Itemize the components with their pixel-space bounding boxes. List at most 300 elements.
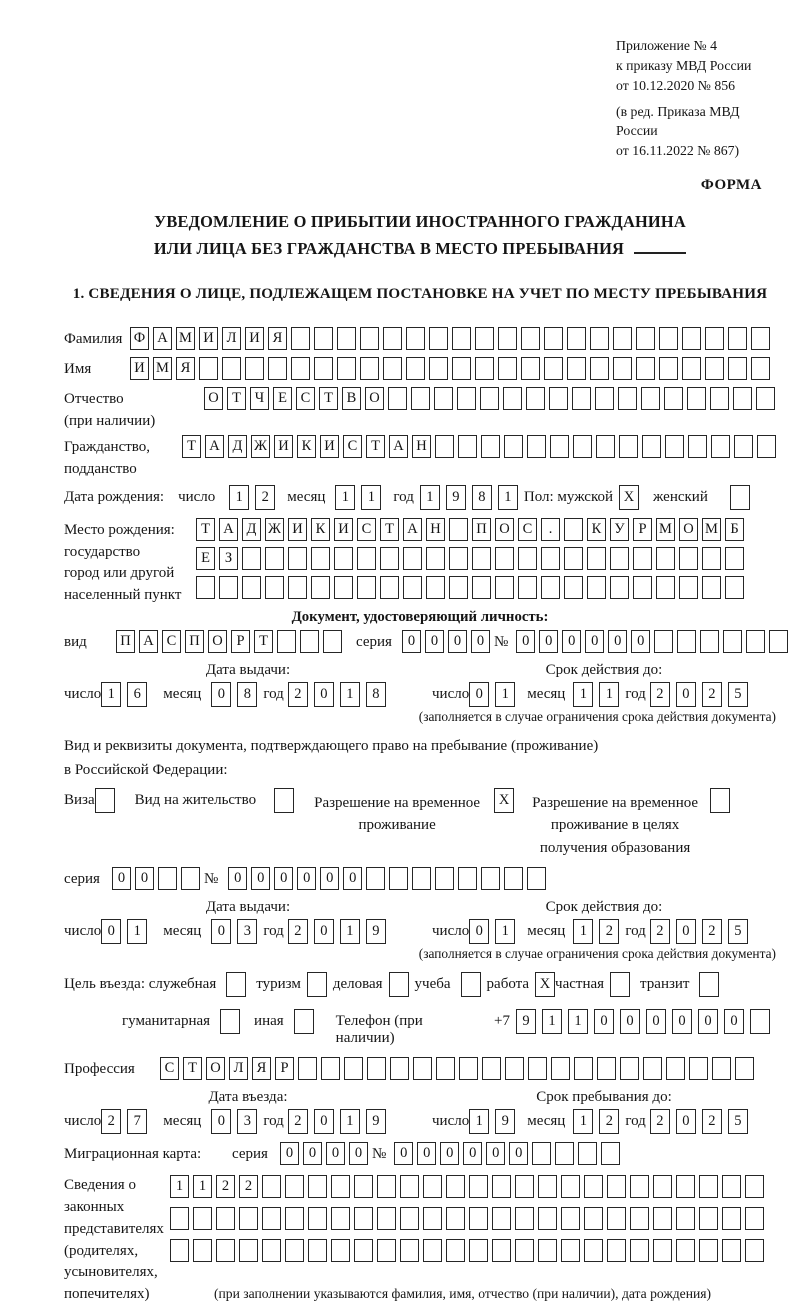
char-box[interactable]: 3 — [237, 1109, 257, 1134]
char-box[interactable] — [527, 867, 546, 890]
char-box[interactable] — [300, 630, 319, 653]
char-box[interactable] — [687, 387, 706, 410]
char-box[interactable] — [532, 1142, 551, 1165]
char-box[interactable] — [505, 1057, 524, 1080]
char-box[interactable] — [504, 867, 523, 890]
char-box[interactable] — [423, 1207, 442, 1230]
char-box[interactable]: 0 — [562, 630, 581, 653]
char-box[interactable] — [590, 327, 609, 350]
char-box[interactable]: 0 — [314, 682, 334, 707]
char-box[interactable]: Л — [222, 327, 241, 350]
char-box[interactable] — [619, 435, 638, 458]
char-box[interactable] — [610, 576, 629, 599]
char-box[interactable] — [492, 1175, 511, 1198]
char-box[interactable]: С — [343, 435, 362, 458]
char-box[interactable] — [561, 1207, 580, 1230]
char-box[interactable] — [400, 1239, 419, 1262]
char-box[interactable] — [323, 630, 342, 653]
char-box[interactable] — [469, 1239, 488, 1262]
char-box[interactable] — [521, 327, 540, 350]
char-box[interactable]: 5 — [728, 1109, 748, 1134]
char-box[interactable] — [449, 547, 468, 570]
char-box[interactable] — [587, 547, 606, 570]
char-box[interactable]: 1 — [193, 1175, 212, 1198]
char-box[interactable]: Т — [183, 1057, 202, 1080]
char-box[interactable]: 2 — [101, 1109, 121, 1134]
char-box[interactable]: К — [587, 518, 606, 541]
tourism-checkbox-cell[interactable] — [307, 972, 327, 997]
char-box[interactable] — [452, 327, 471, 350]
char-box[interactable]: 2 — [650, 1109, 670, 1134]
female-checkbox-cell[interactable] — [730, 485, 750, 510]
char-box[interactable] — [495, 576, 514, 599]
char-box[interactable] — [498, 357, 517, 380]
char-box[interactable]: 9 — [366, 919, 386, 944]
char-box[interactable]: Я — [268, 327, 287, 350]
work-checkbox-cell[interactable]: X — [535, 972, 555, 997]
char-box[interactable]: 0 — [471, 630, 490, 653]
char-box[interactable]: П — [472, 518, 491, 541]
char-box[interactable]: А — [153, 327, 172, 350]
char-box[interactable]: 0 — [594, 1009, 614, 1034]
char-box[interactable] — [331, 1175, 350, 1198]
char-box[interactable]: Б — [725, 518, 744, 541]
char-box[interactable] — [722, 1207, 741, 1230]
char-box[interactable] — [222, 357, 241, 380]
char-box[interactable] — [239, 1239, 258, 1262]
char-box[interactable] — [676, 1175, 695, 1198]
char-box[interactable]: 0 — [349, 1142, 368, 1165]
char-box[interactable]: И — [130, 357, 149, 380]
char-box[interactable]: 1 — [340, 1109, 360, 1134]
char-box[interactable] — [449, 518, 468, 541]
char-box[interactable]: 1 — [599, 682, 619, 707]
char-box[interactable] — [728, 357, 747, 380]
char-box[interactable] — [480, 387, 499, 410]
char-box[interactable]: 0 — [631, 630, 650, 653]
char-box[interactable] — [475, 357, 494, 380]
char-box[interactable] — [682, 327, 701, 350]
char-box[interactable] — [745, 1175, 764, 1198]
char-box[interactable]: Ф — [130, 327, 149, 350]
char-box[interactable] — [518, 547, 537, 570]
char-box[interactable]: 0 — [509, 1142, 528, 1165]
char-box[interactable] — [564, 576, 583, 599]
char-box[interactable] — [564, 518, 583, 541]
char-box[interactable]: И — [274, 435, 293, 458]
char-box[interactable] — [285, 1239, 304, 1262]
char-box[interactable] — [360, 327, 379, 350]
char-box[interactable]: 8 — [472, 485, 492, 510]
char-box[interactable] — [528, 1057, 547, 1080]
char-box[interactable]: 1 — [170, 1175, 189, 1198]
char-box[interactable] — [436, 1057, 455, 1080]
char-box[interactable] — [745, 1207, 764, 1230]
char-box[interactable] — [193, 1207, 212, 1230]
char-box[interactable]: М — [153, 357, 172, 380]
char-box[interactable]: 0 — [440, 1142, 459, 1165]
char-box[interactable] — [630, 1207, 649, 1230]
char-box[interactable]: 2 — [702, 1109, 722, 1134]
char-box[interactable]: Д — [242, 518, 261, 541]
char-box[interactable] — [383, 357, 402, 380]
char-box[interactable]: . — [541, 518, 560, 541]
char-box[interactable] — [610, 547, 629, 570]
char-box[interactable] — [495, 547, 514, 570]
char-box[interactable]: Т — [380, 518, 399, 541]
char-box[interactable]: Р — [275, 1057, 294, 1080]
char-box[interactable]: 0 — [228, 867, 247, 890]
char-box[interactable] — [199, 357, 218, 380]
char-box[interactable]: 2 — [216, 1175, 235, 1198]
char-box[interactable] — [314, 327, 333, 350]
char-box[interactable]: О — [365, 387, 384, 410]
char-box[interactable] — [406, 357, 425, 380]
humanitarian-checkbox-cell[interactable] — [220, 1009, 240, 1034]
char-box[interactable]: 0 — [326, 1142, 345, 1165]
char-box[interactable] — [337, 357, 356, 380]
char-box[interactable]: 0 — [417, 1142, 436, 1165]
char-box[interactable] — [526, 387, 545, 410]
char-box[interactable]: Н — [412, 435, 431, 458]
char-box[interactable]: И — [320, 435, 339, 458]
char-box[interactable]: О — [208, 630, 227, 653]
char-box[interactable] — [590, 357, 609, 380]
char-box[interactable]: 0 — [425, 630, 444, 653]
char-box[interactable]: 0 — [608, 630, 627, 653]
char-box[interactable]: 1 — [469, 1109, 489, 1134]
char-box[interactable] — [458, 435, 477, 458]
char-box[interactable] — [268, 357, 287, 380]
char-box[interactable] — [354, 1207, 373, 1230]
char-box[interactable] — [613, 327, 632, 350]
char-box[interactable] — [469, 1207, 488, 1230]
char-box[interactable] — [216, 1207, 235, 1230]
char-box[interactable]: 0 — [343, 867, 362, 890]
char-box[interactable]: 0 — [314, 919, 334, 944]
char-box[interactable] — [515, 1175, 534, 1198]
char-box[interactable]: 0 — [469, 682, 489, 707]
char-box[interactable]: 0 — [297, 867, 316, 890]
char-box[interactable]: А — [219, 518, 238, 541]
char-box[interactable] — [337, 327, 356, 350]
char-box[interactable] — [561, 1175, 580, 1198]
char-box[interactable]: 2 — [239, 1175, 258, 1198]
char-box[interactable] — [331, 1207, 350, 1230]
char-box[interactable] — [745, 1239, 764, 1262]
char-box[interactable] — [354, 1239, 373, 1262]
char-box[interactable] — [689, 1057, 708, 1080]
char-box[interactable] — [633, 547, 652, 570]
char-box[interactable]: 0 — [698, 1009, 718, 1034]
char-box[interactable] — [515, 1207, 534, 1230]
char-box[interactable] — [735, 1057, 754, 1080]
char-box[interactable] — [288, 576, 307, 599]
char-box[interactable]: 0 — [251, 867, 270, 890]
char-box[interactable] — [262, 1239, 281, 1262]
char-box[interactable] — [725, 576, 744, 599]
char-box[interactable] — [682, 357, 701, 380]
char-box[interactable] — [573, 435, 592, 458]
char-box[interactable] — [750, 1009, 770, 1034]
char-box[interactable] — [388, 387, 407, 410]
char-box[interactable] — [544, 357, 563, 380]
char-box[interactable] — [751, 357, 770, 380]
char-box[interactable]: 0 — [314, 1109, 334, 1134]
char-box[interactable] — [630, 1175, 649, 1198]
char-box[interactable] — [551, 1057, 570, 1080]
char-box[interactable]: Ж — [251, 435, 270, 458]
char-box[interactable]: Е — [196, 547, 215, 570]
char-box[interactable] — [555, 1142, 574, 1165]
char-box[interactable]: 2 — [702, 919, 722, 944]
char-box[interactable]: К — [311, 518, 330, 541]
char-box[interactable] — [423, 1239, 442, 1262]
char-box[interactable] — [435, 867, 454, 890]
char-box[interactable] — [344, 1057, 363, 1080]
char-box[interactable] — [722, 1239, 741, 1262]
char-box[interactable]: 9 — [495, 1109, 515, 1134]
char-box[interactable]: Т — [319, 387, 338, 410]
char-box[interactable]: 2 — [650, 682, 670, 707]
char-box[interactable]: 0 — [211, 919, 231, 944]
char-box[interactable]: 6 — [127, 682, 147, 707]
char-box[interactable]: 0 — [303, 1142, 322, 1165]
char-box[interactable] — [403, 547, 422, 570]
private-checkbox-cell[interactable] — [610, 972, 630, 997]
char-box[interactable] — [321, 1057, 340, 1080]
char-box[interactable]: 0 — [469, 919, 489, 944]
char-box[interactable]: М — [702, 518, 721, 541]
char-box[interactable] — [354, 1175, 373, 1198]
char-box[interactable]: 7 — [127, 1109, 147, 1134]
char-box[interactable] — [584, 1175, 603, 1198]
char-box[interactable]: А — [389, 435, 408, 458]
char-box[interactable]: 0 — [402, 630, 421, 653]
char-box[interactable] — [411, 387, 430, 410]
male-checkbox-cell[interactable]: X — [619, 485, 639, 510]
char-box[interactable] — [457, 387, 476, 410]
char-box[interactable]: 3 — [237, 919, 257, 944]
char-box[interactable]: И — [199, 327, 218, 350]
other-checkbox-cell[interactable] — [294, 1009, 314, 1034]
char-box[interactable] — [446, 1239, 465, 1262]
char-box[interactable] — [620, 1057, 639, 1080]
char-box[interactable] — [550, 435, 569, 458]
char-box[interactable]: 5 — [728, 919, 748, 944]
char-box[interactable] — [377, 1239, 396, 1262]
char-box[interactable] — [472, 547, 491, 570]
residence-permit-checkbox-cell[interactable] — [274, 788, 294, 813]
char-box[interactable] — [659, 327, 678, 350]
char-box[interactable] — [389, 867, 408, 890]
char-box[interactable]: Я — [252, 1057, 271, 1080]
char-box[interactable]: 0 — [620, 1009, 640, 1034]
char-box[interactable] — [757, 435, 776, 458]
char-box[interactable] — [400, 1175, 419, 1198]
char-box[interactable] — [219, 576, 238, 599]
char-box[interactable]: 1 — [568, 1009, 588, 1034]
char-box[interactable]: Д — [228, 435, 247, 458]
char-box[interactable]: С — [518, 518, 537, 541]
char-box[interactable]: С — [160, 1057, 179, 1080]
char-box[interactable] — [653, 1207, 672, 1230]
char-box[interactable] — [357, 547, 376, 570]
char-box[interactable] — [170, 1207, 189, 1230]
char-box[interactable]: 0 — [112, 867, 131, 890]
char-box[interactable] — [492, 1207, 511, 1230]
char-box[interactable] — [633, 576, 652, 599]
char-box[interactable]: 2 — [288, 682, 308, 707]
char-box[interactable] — [666, 1057, 685, 1080]
char-box[interactable]: И — [288, 518, 307, 541]
char-box[interactable]: Т — [196, 518, 215, 541]
temp-permit-checkbox-cell[interactable]: X — [494, 788, 514, 813]
char-box[interactable]: 0 — [280, 1142, 299, 1165]
char-box[interactable]: 0 — [320, 867, 339, 890]
char-box[interactable] — [702, 547, 721, 570]
char-box[interactable] — [677, 630, 696, 653]
char-box[interactable] — [769, 630, 788, 653]
char-box[interactable]: 0 — [274, 867, 293, 890]
char-box[interactable]: 0 — [539, 630, 558, 653]
char-box[interactable] — [607, 1239, 626, 1262]
char-box[interactable]: И — [334, 518, 353, 541]
char-box[interactable] — [544, 327, 563, 350]
char-box[interactable] — [239, 1207, 258, 1230]
char-box[interactable] — [472, 576, 491, 599]
char-box[interactable] — [492, 1239, 511, 1262]
char-box[interactable] — [308, 1175, 327, 1198]
char-box[interactable]: М — [656, 518, 675, 541]
char-box[interactable]: А — [205, 435, 224, 458]
char-box[interactable] — [653, 1239, 672, 1262]
char-box[interactable]: 0 — [676, 919, 696, 944]
char-box[interactable]: 1 — [361, 485, 381, 510]
char-box[interactable]: Е — [273, 387, 292, 410]
char-box[interactable]: П — [116, 630, 135, 653]
char-box[interactable]: 0 — [448, 630, 467, 653]
char-box[interactable] — [596, 435, 615, 458]
char-box[interactable] — [653, 1175, 672, 1198]
char-box[interactable] — [435, 435, 454, 458]
study-checkbox-cell[interactable] — [461, 972, 481, 997]
char-box[interactable]: А — [403, 518, 422, 541]
char-box[interactable] — [728, 327, 747, 350]
char-box[interactable] — [170, 1239, 189, 1262]
char-box[interactable]: У — [610, 518, 629, 541]
char-box[interactable]: Ч — [250, 387, 269, 410]
char-box[interactable] — [664, 387, 683, 410]
char-box[interactable]: 1 — [495, 919, 515, 944]
char-box[interactable]: Т — [366, 435, 385, 458]
official-checkbox-cell[interactable] — [226, 972, 246, 997]
char-box[interactable]: 9 — [366, 1109, 386, 1134]
char-box[interactable] — [426, 547, 445, 570]
char-box[interactable]: 1 — [498, 485, 518, 510]
char-box[interactable]: И — [245, 327, 264, 350]
char-box[interactable]: 8 — [237, 682, 257, 707]
char-box[interactable] — [288, 547, 307, 570]
char-box[interactable] — [538, 1239, 557, 1262]
char-box[interactable] — [702, 576, 721, 599]
char-box[interactable] — [618, 387, 637, 410]
char-box[interactable] — [584, 1207, 603, 1230]
char-box[interactable] — [643, 1057, 662, 1080]
char-box[interactable] — [380, 576, 399, 599]
char-box[interactable]: Ж — [265, 518, 284, 541]
char-box[interactable] — [636, 357, 655, 380]
char-box[interactable]: 9 — [516, 1009, 536, 1034]
char-box[interactable] — [380, 547, 399, 570]
char-box[interactable]: 0 — [211, 682, 231, 707]
char-box[interactable]: 1 — [229, 485, 249, 510]
char-box[interactable]: С — [296, 387, 315, 410]
char-box[interactable] — [659, 357, 678, 380]
char-box[interactable]: О — [495, 518, 514, 541]
char-box[interactable] — [311, 576, 330, 599]
char-box[interactable]: 0 — [724, 1009, 744, 1034]
char-box[interactable] — [311, 547, 330, 570]
char-box[interactable]: 1 — [542, 1009, 562, 1034]
char-box[interactable] — [308, 1239, 327, 1262]
char-box[interactable] — [429, 357, 448, 380]
char-box[interactable] — [676, 1207, 695, 1230]
char-box[interactable]: 2 — [599, 1109, 619, 1134]
char-box[interactable]: 1 — [573, 1109, 593, 1134]
char-box[interactable]: 2 — [255, 485, 275, 510]
char-box[interactable]: 0 — [211, 1109, 231, 1134]
char-box[interactable] — [756, 387, 775, 410]
char-box[interactable] — [458, 867, 477, 890]
char-box[interactable]: Т — [227, 387, 246, 410]
char-box[interactable] — [403, 576, 422, 599]
char-box[interactable] — [710, 387, 729, 410]
char-box[interactable]: Н — [426, 518, 445, 541]
business-checkbox-cell[interactable] — [389, 972, 409, 997]
char-box[interactable] — [541, 547, 560, 570]
char-box[interactable]: 2 — [599, 919, 619, 944]
char-box[interactable]: Р — [231, 630, 250, 653]
char-box[interactable] — [285, 1207, 304, 1230]
char-box[interactable] — [676, 1239, 695, 1262]
char-box[interactable]: О — [204, 387, 223, 410]
char-box[interactable] — [459, 1057, 478, 1080]
char-box[interactable] — [699, 1175, 718, 1198]
char-box[interactable]: 0 — [101, 919, 121, 944]
char-box[interactable] — [712, 1057, 731, 1080]
char-box[interactable] — [587, 576, 606, 599]
char-box[interactable] — [751, 327, 770, 350]
char-box[interactable] — [475, 327, 494, 350]
char-box[interactable] — [567, 357, 586, 380]
char-box[interactable]: 2 — [702, 682, 722, 707]
char-box[interactable]: 2 — [650, 919, 670, 944]
char-box[interactable]: 0 — [516, 630, 535, 653]
char-box[interactable] — [601, 1142, 620, 1165]
char-box[interactable]: Я — [176, 357, 195, 380]
char-box[interactable] — [452, 357, 471, 380]
char-box[interactable] — [679, 576, 698, 599]
char-box[interactable] — [400, 1207, 419, 1230]
char-box[interactable] — [481, 867, 500, 890]
char-box[interactable] — [746, 630, 765, 653]
char-box[interactable] — [679, 547, 698, 570]
char-box[interactable] — [383, 327, 402, 350]
char-box[interactable] — [469, 1175, 488, 1198]
char-box[interactable]: 8 — [366, 682, 386, 707]
char-box[interactable] — [449, 576, 468, 599]
